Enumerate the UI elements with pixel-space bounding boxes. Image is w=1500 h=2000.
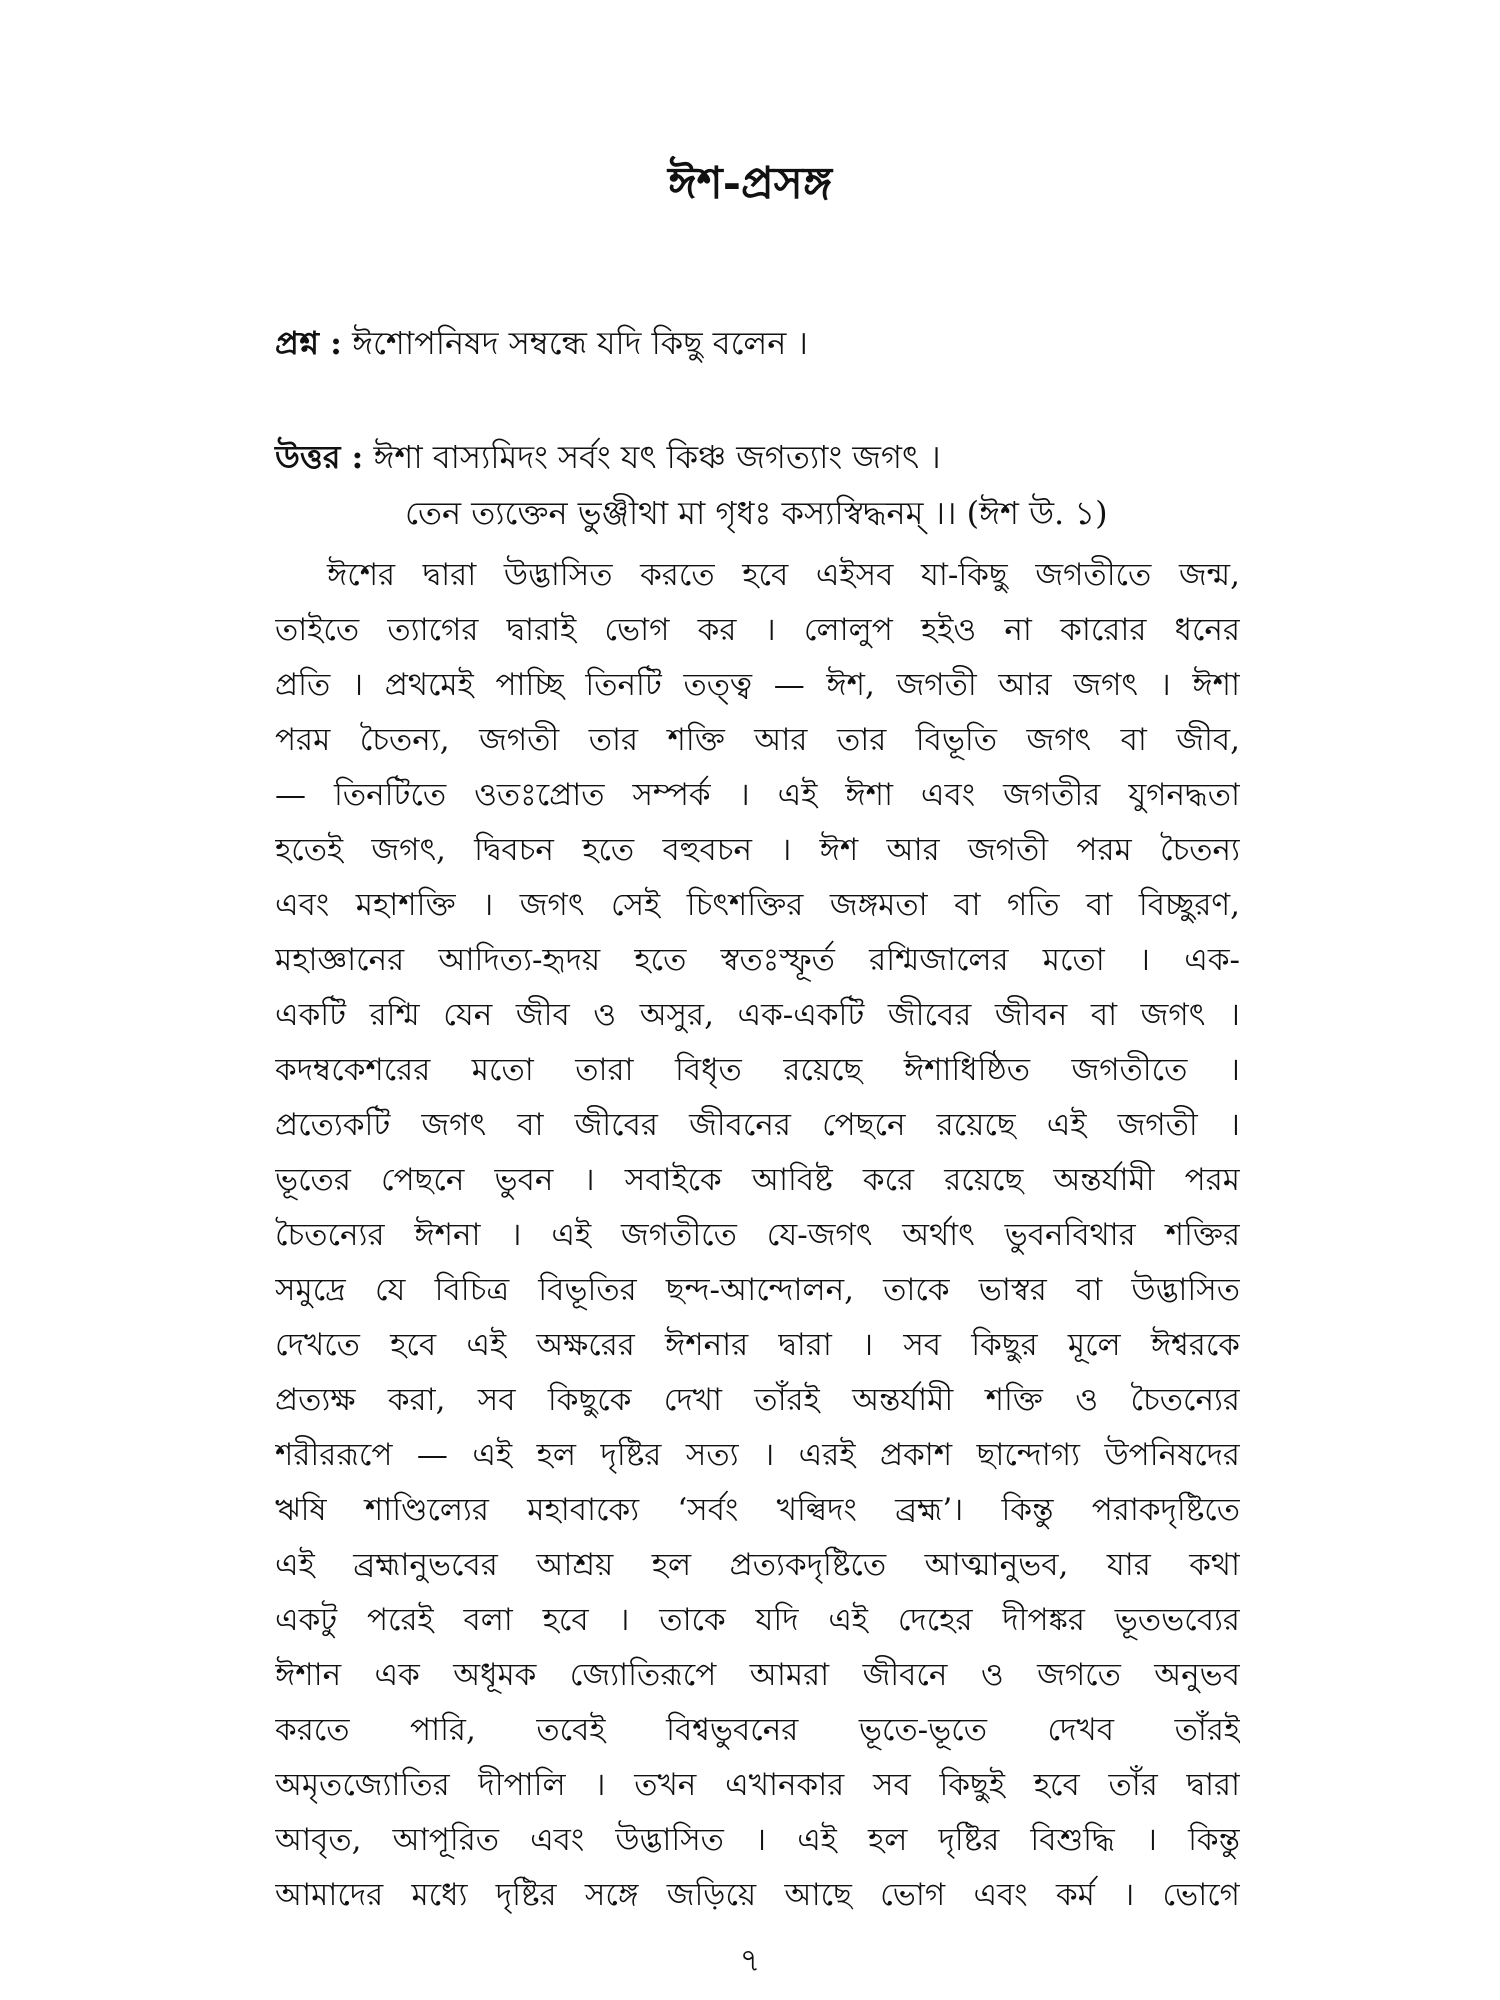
body-line: দেখতে হবে এই অক্ষরের ঈশনার দ্বারা । সব কিছুর মূলে ঈশ্বরকে	[275, 1327, 1240, 1363]
body-line: আমাদের মধ্যে দৃষ্টির সঙ্গে জড়িয়ে আছে ভোগ এবং কর্ম । ভোগে	[275, 1877, 1240, 1913]
body-line: সমুদ্রে যে বিচিত্র বিভূতির ছন্দ-আন্দোলন, তাকে ভাস্বর বা উদ্ভাসিত	[275, 1272, 1240, 1308]
body-line: কদম্বকেশরের মতো তারা বিধৃত রয়েছে ঈশাধিষ্ঠিত জগতীতে ।	[275, 1052, 1240, 1088]
body-line: মহাজ্ঞানের আদিত্য-হৃদয় হতে স্বতঃস্ফূর্ত রশ্মিজালের মতো । এক-	[275, 942, 1240, 978]
body-line: প্রতি । প্রথমেই পাচ্ছি তিনটি তত্ত্ব — ঈশ, জগতী আর জগৎ । ঈশা	[275, 667, 1240, 703]
body-line: আবৃত, আপূরিত এবং উদ্ভাসিত । এই হল দৃষ্টির বিশুদ্ধি । কিন্তু	[275, 1822, 1240, 1858]
body-line: চৈতন্যের ঈশনা । এই জগতীতে যে-জগৎ অর্থাৎ ভুবনবিথার শক্তির	[275, 1217, 1240, 1253]
body-line: এই ব্রহ্মানুভবের আশ্রয় হল প্রত্যকদৃষ্টিতে আত্মানুভব, যার কথা	[275, 1547, 1240, 1583]
body-line: ভূতের পেছনে ভুবন । সবাইকে আবিষ্ট করে রয়েছে অন্তর্যামী পরম	[275, 1162, 1240, 1198]
body-line: এবং মহাশক্তি । জগৎ সেই চিৎশক্তির জঙ্গমতা বা গতি বা বিচ্ছুরণ,	[275, 887, 1240, 923]
body-line: পরম চৈতন্য, জগতী তার শক্তি আর তার বিভূতি জগৎ বা জীব,	[275, 722, 1240, 758]
page-number: ৭	[739, 1941, 761, 1979]
body-line: একটু পরেই বলা হবে । তাকে যদি এই দেহের দীপঙ্কর ভূতভব্যের	[275, 1602, 1240, 1638]
answer-line	[275, 432, 1235, 486]
body-line: — তিনটিতে ওতঃপ্রোত সম্পর্ক । এই ঈশা এবং জগতীর যুগনদ্ধতা	[275, 777, 1240, 813]
body-line: একটি রশ্মি যেন জীব ও অসুর, এক-একটি জীবের জীবন বা জগৎ ।	[275, 997, 1240, 1033]
answer-label: উত্তর :	[275, 438, 364, 476]
body-line: অমৃতজ্যোতির দীপালি । তখন এখানকার সব কিছুই হবে তাঁর দ্বারা	[275, 1767, 1240, 1803]
body-line: হতেই জগৎ, দ্বিবচন হতে বহুবচন । ঈশ আর জগতী পরম চৈতন্য	[275, 832, 1240, 868]
question-text: ঈশোপনিষদ সম্বন্ধে যদি কিছু বলেন ।	[352, 324, 808, 362]
page-title: ঈশ-প্রসঙ্গ	[667, 158, 833, 209]
body-line: প্রত্যেকটি জগৎ বা জীবের জীবনের পেছনে রয়েছে এই জগতী ।	[275, 1107, 1240, 1143]
body-line: প্রত্যক্ষ করা, সব কিছুকে দেখা তাঁরই অন্তর্যামী শক্তি ও চৈতন্যের	[275, 1382, 1240, 1418]
body-line: তাইতে ত্যাগের দ্বারাই ভোগ কর । লোলুপ হইও না কারোর ধনের	[275, 612, 1240, 648]
body-line: ঈশান এক অধূমক জ্যোতিরূপে আমরা জীবনে ও জগতে অনুভব	[275, 1657, 1240, 1693]
verse-line-2: তেন ত্যক্তেন ভুঞ্জীথা মা গৃধঃ কস্যস্বিদ্ধনম্‌ ।। (ঈশ উ. ১)	[405, 494, 1108, 532]
body-line: করতে পারি, তবেই বিশ্বভুবনের ভূতে-ভূতে দেখব তাঁরই	[275, 1712, 1240, 1748]
question-label: প্রশ্ন :	[275, 324, 342, 362]
body-paragraph	[275, 548, 1240, 1923]
body-line: শরীররূপে — এই হল দৃষ্টির সত্য । এরই প্রকাশ ছান্দোগ্য উপনিষদের	[275, 1437, 1240, 1473]
question-line	[275, 318, 1235, 372]
verse-line-1: ঈশা বাস্যমিদং সর্বং যৎ কিঞ্চ জগত্যাং জগৎ ।	[373, 438, 941, 476]
body-line: ঈশের দ্বারা উদ্ভাসিত করতে হবে এইসব যা-কিছু জগতীতে জন্ম,	[327, 557, 1240, 593]
body-line: ঋষি শাণ্ডিল্যের মহাবাক্যে ‘সর্বং খল্বিদং ব্রহ্ম’। কিন্তু পরাকদৃষ্টিতে	[275, 1492, 1240, 1528]
